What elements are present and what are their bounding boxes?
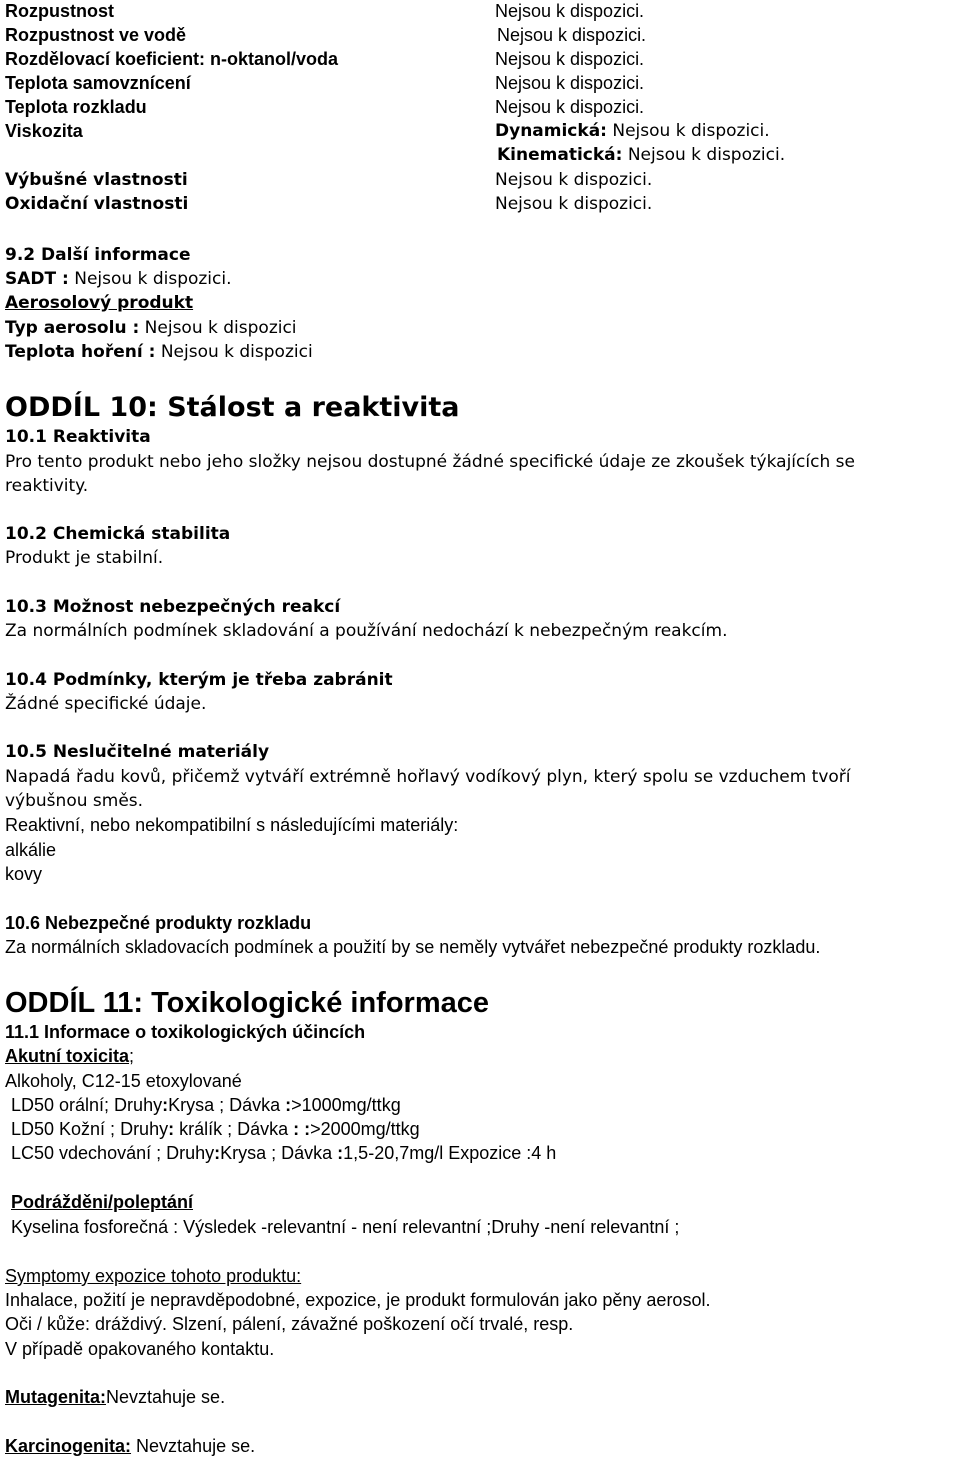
aerosol-type-line: [5, 317, 297, 339]
property-value: Nejsou k dispozici.: [495, 73, 645, 93]
ld50-oral-colon: :: [285, 1095, 292, 1115]
ld50-dermal-species: králík ; Dávka: [174, 1119, 294, 1139]
lc50-inhalation-dose: 1,5-20,7mg/l Expozice :4 h: [343, 1143, 557, 1163]
property-value-text: Nejsou k dispozici.: [612, 121, 770, 141]
irritation-text: Kyselina fosforečná : Výsledek -relevantní - není relevantní ;Druhy -není relevantní ;: [11, 1217, 680, 1237]
property-value: Nejsou k dispozici.: [495, 170, 653, 190]
property-label: Rozpustnost ve vodě: [5, 25, 187, 45]
mutagenicity-label: Mutagenita:: [5, 1387, 106, 1407]
property-label: Oxidační vlastnosti: [5, 194, 189, 214]
symptoms-text: V případě opakovaného kontaktu.: [5, 1339, 275, 1359]
substance-name: Alkoholy, C12-15 etoxylované: [5, 1071, 242, 1091]
reactivity-heading: 10.1 Reaktivita: [5, 427, 151, 447]
symptoms-text: Oči / kůže: dráždivý. Slzení, pálení, závažné poškození očí trvalé, resp.: [5, 1314, 574, 1334]
stability-text: Produkt je stabilní.: [5, 548, 164, 568]
aerosol-type-value: Nejsou k dispozici: [144, 318, 297, 338]
property-value: [497, 144, 785, 166]
property-label: Výbušné vlastnosti: [5, 170, 188, 190]
ld50-oral-text: LD50 orální; Druhy: [11, 1095, 163, 1115]
property-value: Nejsou k dispozici.: [495, 194, 653, 214]
property-value-label: Kinematická:: [497, 145, 623, 165]
property-value: Nejsou k dispozici.: [497, 25, 647, 45]
incompatible-item: kovy: [5, 864, 43, 884]
incompatible-text: Reaktivní, nebo nekompatibilní s následujícími materiály:: [5, 815, 459, 835]
property-value: [495, 120, 770, 142]
ld50-dermal-colon: : :: [293, 1119, 311, 1139]
acute-toxicity-line: [5, 1045, 134, 1067]
ld50-oral-colon: :: [162, 1095, 169, 1115]
property-label: Rozpustnost: [5, 1, 114, 21]
conditions-text: Žádné specifické údaje.: [5, 694, 207, 714]
ld50-dermal-dose: >2000mg/ttkg: [310, 1119, 420, 1139]
symptoms-text: Inhalace, požití je nepravděpodobné, expozice, je produkt formulován jako pěny aerosol.: [5, 1290, 711, 1310]
property-label: Viskozita: [5, 121, 83, 141]
property-value-label: Dynamická:: [495, 121, 607, 141]
hazardous-reactions-text: Za normálních podmínek skladování a používání nedochází k nebezpečným reakcím.: [5, 621, 728, 641]
ld50-oral-line: [11, 1094, 401, 1116]
carcinogenicity-label: Karcinogenita:: [5, 1436, 132, 1456]
sadt-label: SADT :: [5, 269, 69, 289]
ld50-oral-dose: >1000mg/ttkg: [291, 1095, 401, 1115]
ld50-oral-species: Krysa ; Dávka: [168, 1095, 286, 1115]
sadt-line: [5, 268, 232, 290]
burn-temp-line: [5, 341, 313, 363]
acute-toxicity-suffix: ;: [129, 1046, 135, 1066]
lc50-inhalation-line: [11, 1142, 556, 1164]
conditions-heading: 10.4 Podmínky, kterým je třeba zabránit: [5, 670, 393, 690]
burn-temp-label: Teplota hoření :: [5, 342, 156, 362]
property-value-text: Nejsou k dispozici.: [627, 145, 786, 165]
property-value: Nejsou k dispozici.: [495, 97, 645, 117]
section-11-title: ODDÍL 11: Toxikologické informace: [5, 987, 490, 1019]
decomposition-text: Za normálních skladovacích podmínek a použití by se neměly vytvářet nebezpečné produkty rozkladu.: [5, 937, 821, 957]
aerosol-heading: Aerosolový produkt: [5, 293, 194, 313]
burn-temp-value: Nejsou k dispozici: [160, 342, 313, 362]
ld50-dermal-line: [11, 1118, 420, 1140]
incompatible-text: výbušnou směs.: [5, 791, 144, 811]
property-value: Nejsou k dispozici.: [495, 1, 645, 21]
property-value: Nejsou k dispozici.: [495, 49, 645, 69]
hazardous-reactions-heading: 10.3 Možnost nebezpečných reakcí: [5, 597, 341, 617]
ld50-dermal-colon: :: [168, 1119, 175, 1139]
mutagenicity-line: [5, 1386, 225, 1408]
section-9-2-heading: 9.2 Další informace: [5, 245, 191, 265]
lc50-inhalation-colon: :: [337, 1143, 344, 1163]
property-label: Teplota rozkladu: [5, 97, 147, 117]
symptoms-heading: Symptomy expozice tohoto produktu:: [5, 1266, 302, 1286]
lc50-inhalation-species: Krysa ; Dávka: [220, 1143, 338, 1163]
acute-toxicity-heading: Akutní toxicita: [5, 1046, 130, 1066]
sadt-value: Nejsou k dispozici.: [74, 269, 232, 289]
toxicology-info-heading: 11.1 Informace o toxikologických účincích: [5, 1022, 366, 1042]
irritation-heading: Podrážděni/poleptání: [11, 1192, 194, 1212]
carcinogenicity-value: Nevztahuje se.: [131, 1436, 256, 1456]
ld50-dermal-text: LD50 Kožní ; Druhy: [11, 1119, 169, 1139]
section-10-title: ODDÍL 10: Stálost a reaktivita: [5, 392, 460, 423]
mutagenicity-value: Nevztahuje se.: [106, 1387, 226, 1407]
property-label: Rozdělovací koeficient: n-oktanol/voda: [5, 49, 339, 69]
lc50-inhalation-colon: :: [214, 1143, 221, 1163]
stability-heading: 10.2 Chemická stabilita: [5, 524, 231, 544]
decomposition-heading: 10.6 Nebezpečné produkty rozkladu: [5, 913, 312, 933]
property-label: Teplota samovznícení: [5, 73, 191, 93]
reactivity-text: Pro tento produkt nebo jeho složky nejsou dostupné žádné specifické údaje ze zkoušek týkajících se: [5, 452, 855, 472]
carcinogenicity-line: [5, 1435, 255, 1457]
aerosol-type-label: Typ aerosolu :: [5, 318, 140, 338]
incompatible-heading: 10.5 Neslučitelné materiály: [5, 742, 270, 762]
lc50-inhalation-text: LC50 vdechování ; Druhy: [11, 1143, 215, 1163]
reactivity-text: reaktivity.: [5, 476, 89, 496]
incompatible-text: Napadá řadu kovů, přičemž vytváří extrémně hořlavý vodíkový plyn, který spolu se vzduchem tvoří: [5, 767, 851, 787]
incompatible-item: alkálie: [5, 840, 57, 860]
